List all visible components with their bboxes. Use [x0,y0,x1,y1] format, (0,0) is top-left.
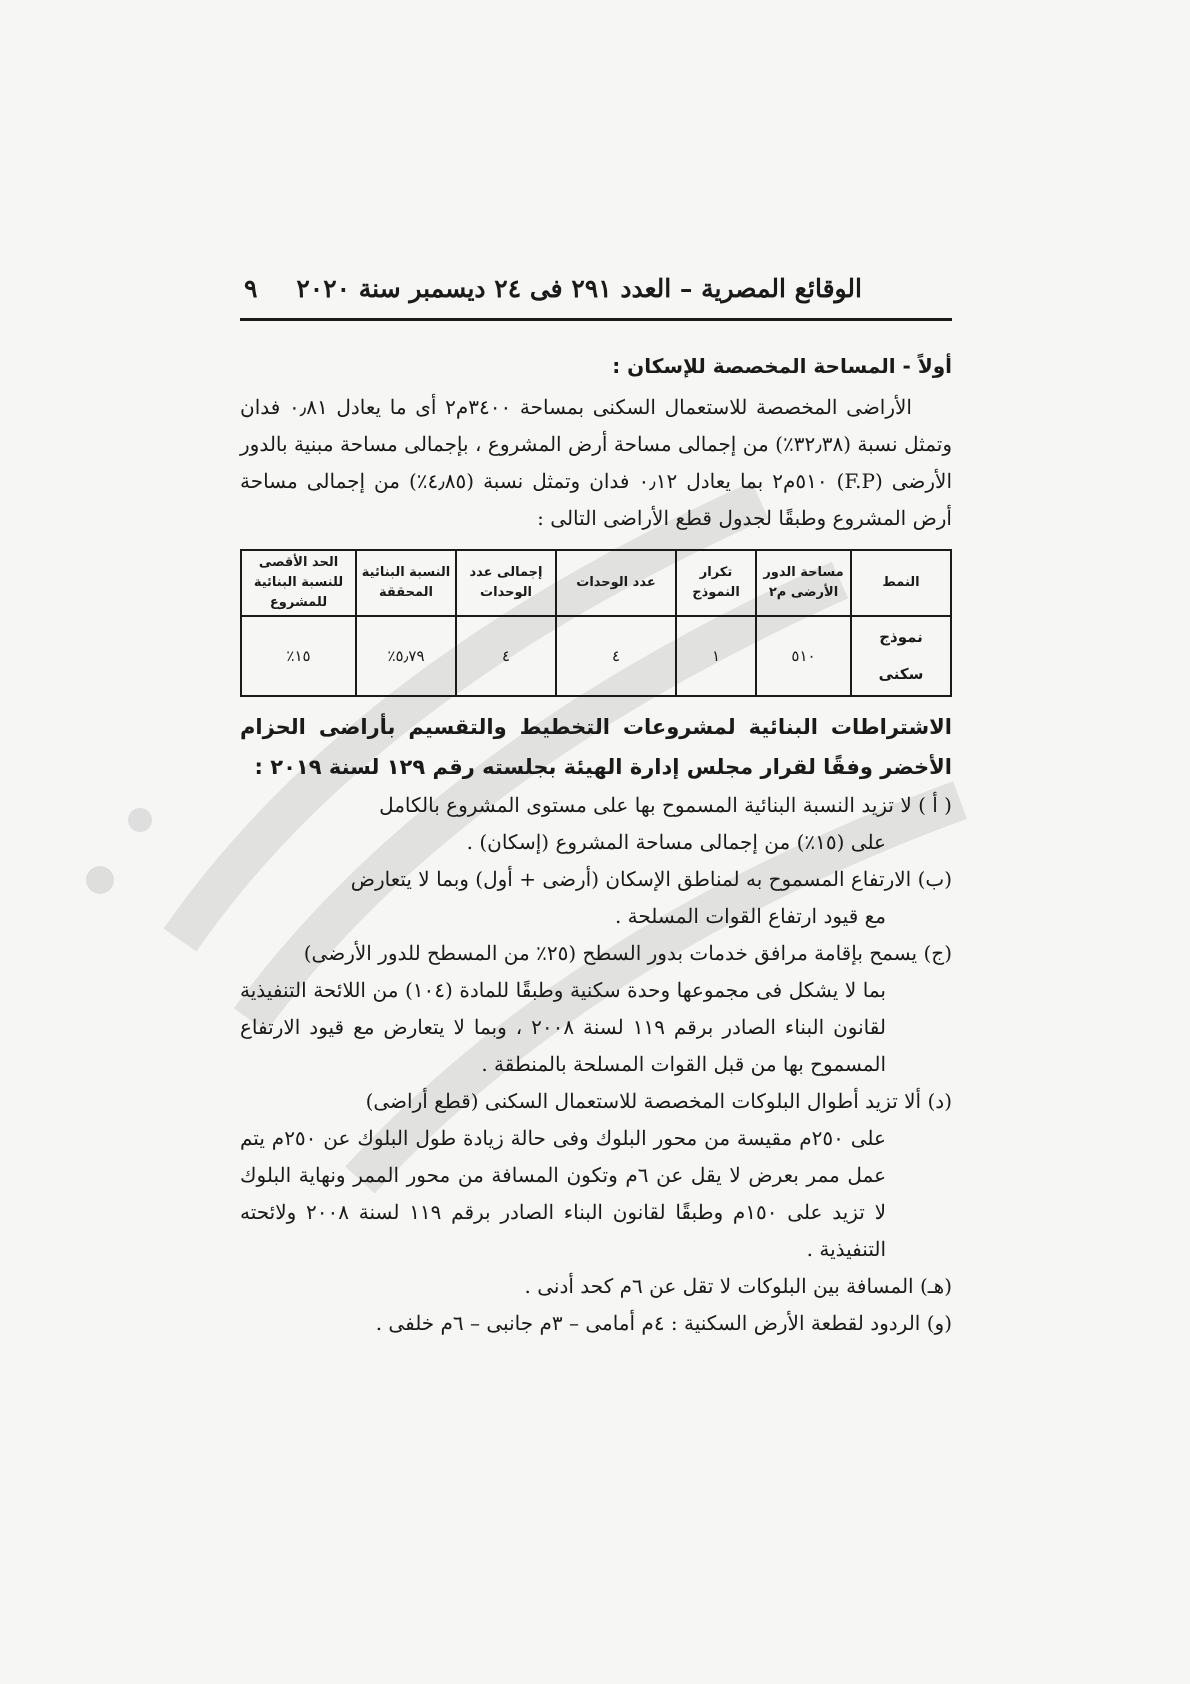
clause-first-line: لا تزيد النسبة البنائية المسموح بها على مستوى المشروع بالكامل [379,793,912,817]
clause-label: (و) [926,1311,952,1335]
table-header-cell: مساحة الدور الأرضى م٢ [756,550,851,616]
clause-f [240,1305,952,1342]
table-header-cell: النمط [851,550,951,616]
clause-e [240,1268,952,1305]
clause-label: (ب) [917,867,952,891]
page-content [240,348,952,1342]
clause-first-line: ألا تزيد أطوال البلوكات المخصصة للاستعمال السكنى (قطع أراضى) [365,1089,922,1113]
clause-label: (هـ) [919,1274,952,1298]
clause-first-line: يسمح بإقامة مرافق خدمات بدور السطح (٢٥٪ من المسطح للدور الأرضى) [303,941,918,965]
clause-continuation: مع قيود ارتفاع القوات المسلحة . [614,904,886,928]
table-header-row [241,550,951,616]
table-header-cell: تكرار النموذج [676,550,756,616]
section-housing-paragraph: الأراضى المخصصة للاستعمال السكنى بمساحة ٣٤٠٠م٢ أى ما يعادل ٠٫٨١ فدان وتمثل نسبة (٣٢٫٣٨٪) من إجمالى مساحة أرض المشروع ، بإجمالى مساحة مبنية بالدور الأرضى (F.P) ٥١٠م٢ بما يعادل ٠٫١٢ فدان وتمثل نسبة (٤٫٨٥٪) من إجمالى مساحة أرض المشروع وطبقًا لجدول قطع الأراضى التالى : [240,395,953,530]
clause-label: ( أ ) [918,793,952,817]
clause-first-line: الارتفاع المسموح به لمناطق الإسكان (أرضى + أول) وبما لا يتعارض [350,867,912,891]
gazette-title: الوقائع المصرية – العدد ٢٩١ فى ٢٤ ديسمبر سنة ٢٠٢٠ [296,274,862,303]
table-header-cell: عدد الوحدات [556,550,676,616]
table-cell: ٥٫٧٩٪ [356,616,456,696]
table-cell: ١٥٪ [241,616,356,696]
clause-first-line: المسافة بين البلوكات لا تقل عن ٦م كحد أدنى . [524,1274,914,1298]
clause-label: (ج) [923,941,952,965]
table-row [241,616,951,696]
table-cell: ١ [676,616,756,696]
clause-b [240,861,952,935]
clause-a [240,787,952,861]
building-requirements-heading: الاشتراطات البنائية لمشروعات التخطيط والتقسيم بأراضى الحزام الأخضر وفقًا لقرار مجلس إدارة الهيئة بجلسته رقم ١٢٩ لسنة ٢٠١٩ : [240,715,952,779]
page-number: ٩ [244,274,258,303]
table-cell: ٤ [556,616,676,696]
clause-d [240,1083,952,1268]
table-header-cell: الحد الأقصى للنسبة البنائية للمشروع [241,550,356,616]
clause-continuation: على (١٥٪) من إجمالى مساحة المشروع (إسكان) . [466,830,886,854]
clause-continuation: بما لا يشكل فى مجموعها وحدة سكنية وطبقًا للمادة (١٠٤) من اللائحة التنفيذية لقانون البناء الصادر برقم ١١٩ لسنة ٢٠٠٨ ، وبما لا يتعارض مع قيود الارتفاع المسموح بها من قبل القوات المسلحة بالمنطقة . [240,978,886,1076]
table-cell: ٤ [456,616,556,696]
table-header-cell: إجمالى عدد الوحدات [456,550,556,616]
table-header-cell: النسبة البنائية المحققة [356,550,456,616]
section-housing-title: أولاً - المساحة المخصصة للإسكان : [612,354,952,378]
clause-label: (د) [927,1089,952,1113]
page-header [240,272,952,321]
table-cell: ٥١٠ [756,616,851,696]
land-plots-table [240,549,952,697]
clause-continuation: على ٢٥٠م مقيسة من محور البلوك وفى حالة زيادة طول البلوك عن ٢٥٠م يتم عمل ممر بعرض لا يقل عن ٦م وتكون المسافة من محور الممر ونهاية البلوك لا تزيد على ١٥٠م وطبقًا لقانون البناء الصادر برقم ١١٩ لسنة ٢٠٠٨ ولائحته التنفيذية . [240,1126,887,1261]
table-cell: نموذج سكنى [851,616,951,696]
clause-first-line: الردود لقطعة الأرض السكنية : ٤م أمامى – ٣م جانبى – ٦م خلفى . [375,1311,921,1335]
clause-c [240,935,952,1083]
